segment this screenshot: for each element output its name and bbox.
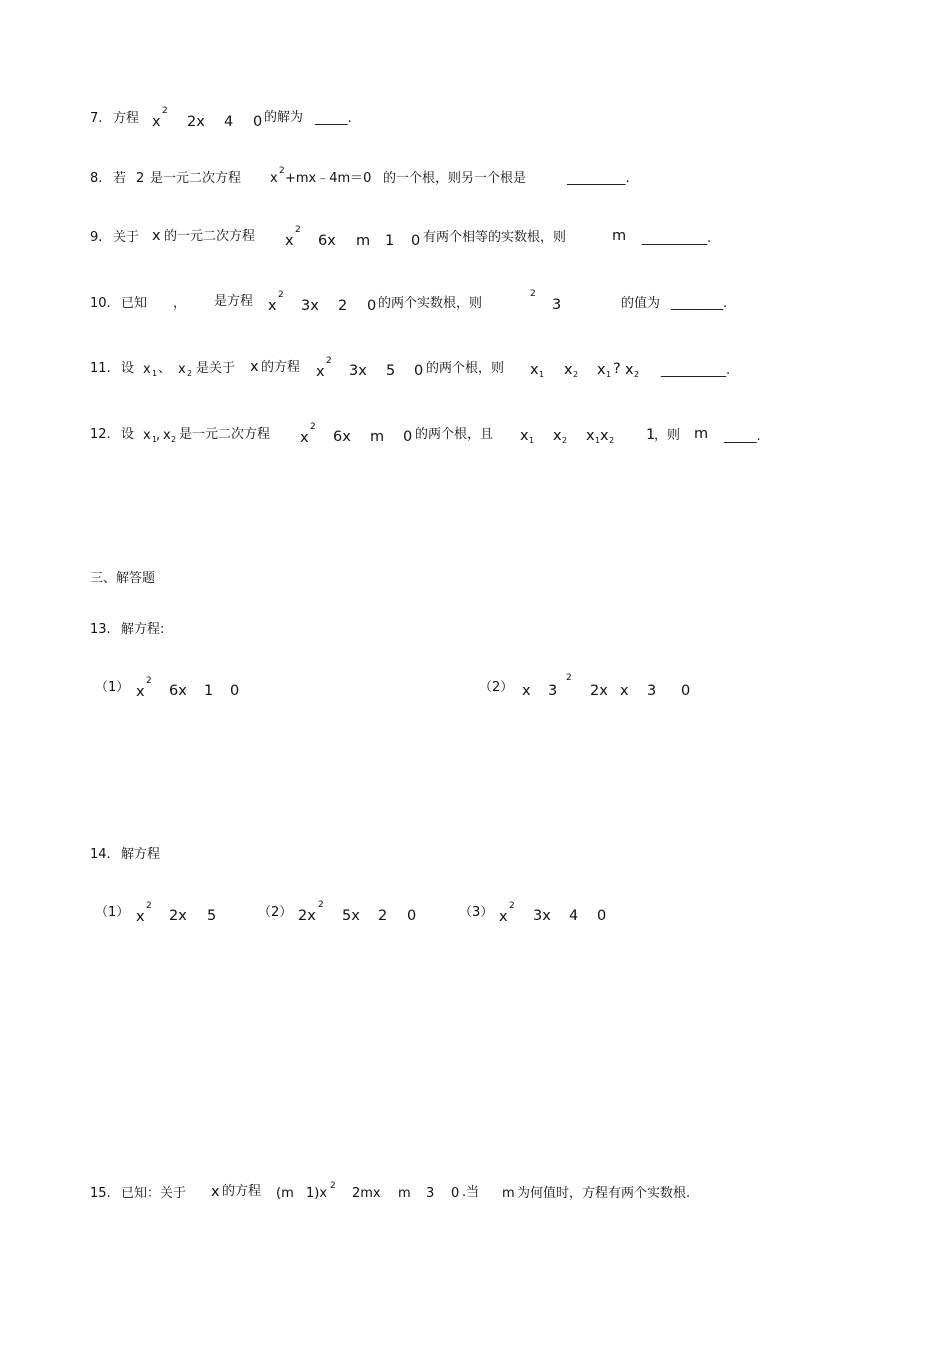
question-text: 的两个根，则 bbox=[426, 361, 505, 376]
math-term: 4 bbox=[569, 908, 579, 924]
math-term: x bbox=[499, 909, 508, 925]
math-term: +mx﹣4m＝0 bbox=[285, 171, 372, 186]
math-term: x bbox=[625, 362, 634, 378]
math-term: m bbox=[694, 426, 709, 442]
math-term: (m bbox=[276, 1186, 294, 1201]
math-term: 0 bbox=[451, 1186, 460, 1201]
answer-blank: __________. bbox=[642, 231, 712, 246]
math-term: 2x bbox=[187, 114, 205, 130]
math-term: x bbox=[152, 228, 161, 244]
math-term: 0 bbox=[681, 683, 691, 699]
math-term: x bbox=[530, 362, 539, 378]
math-term: x bbox=[143, 362, 151, 377]
question-number: 10. bbox=[90, 296, 111, 311]
math-term: m bbox=[370, 429, 385, 445]
math-term: x bbox=[620, 683, 629, 699]
math-superscript: 2 bbox=[566, 673, 572, 683]
sub-question-label: （1） bbox=[95, 905, 130, 920]
question-number: 14. bbox=[90, 847, 111, 862]
math-term: x bbox=[285, 233, 294, 249]
question-text: 解方程 bbox=[121, 847, 161, 862]
math-superscript: 2 bbox=[509, 901, 515, 911]
answer-blank: _____. bbox=[724, 429, 761, 444]
question-text: 的方程 bbox=[261, 360, 301, 375]
math-term: 3x bbox=[533, 908, 551, 924]
math-term: 3 bbox=[552, 297, 562, 313]
question-text: 已知：关于 bbox=[121, 1186, 187, 1201]
math-term: x bbox=[211, 1184, 220, 1200]
math-subscript: 2 bbox=[171, 435, 177, 444]
math-subscript: 1 bbox=[152, 369, 158, 378]
math-term: 0 bbox=[367, 298, 377, 314]
question-text: 是一元二次方程 bbox=[150, 171, 242, 186]
math-term: m bbox=[398, 1186, 411, 1201]
math-subscript: 1 bbox=[595, 436, 601, 445]
math-term: 2mx bbox=[352, 1186, 381, 1201]
math-term: 1 bbox=[204, 683, 214, 699]
math-term: 5 bbox=[207, 908, 217, 924]
section-heading: 三、解答题 bbox=[90, 571, 156, 586]
math-term: 6x bbox=[169, 683, 187, 699]
math-term: m bbox=[612, 228, 627, 244]
math-term: 6x bbox=[318, 233, 336, 249]
question-text: 设 bbox=[121, 427, 135, 442]
question-text: 设 bbox=[121, 361, 135, 376]
answer-blank: _____. bbox=[315, 111, 352, 126]
math-subscript: 2 bbox=[562, 436, 568, 445]
math-term: x bbox=[152, 114, 161, 130]
question-number: 7. bbox=[90, 111, 103, 126]
question-number: 13. bbox=[90, 622, 111, 637]
math-superscript: 2 bbox=[330, 1181, 336, 1191]
math-term: x bbox=[522, 683, 531, 699]
math-term: ? bbox=[613, 361, 621, 377]
math-term: 3 bbox=[426, 1186, 435, 1201]
math-superscript: 2 bbox=[146, 901, 152, 911]
math-term: x bbox=[520, 428, 529, 444]
math-subscript: 1 bbox=[529, 436, 535, 445]
math-subscript: 2 bbox=[609, 436, 615, 445]
math-subscript: 1 bbox=[606, 370, 612, 379]
question-text: 的一个根，则另一个根是 bbox=[383, 171, 527, 186]
sub-question-label: （1） bbox=[95, 680, 130, 695]
math-superscript: 2 bbox=[278, 290, 284, 300]
answer-blank: __________. bbox=[661, 363, 731, 378]
math-term: x bbox=[300, 430, 309, 446]
math-term: 0 bbox=[253, 114, 263, 130]
math-term: 5 bbox=[386, 363, 396, 379]
math-term: 0 bbox=[230, 683, 240, 699]
math-subscript: 1 bbox=[152, 435, 158, 444]
question-text: 的两个实数根，则 bbox=[378, 296, 483, 311]
math-superscript: 2 bbox=[146, 676, 152, 686]
math-subscript: 1 bbox=[539, 370, 545, 379]
question-text: 方程 bbox=[113, 111, 140, 126]
math-term: 2x bbox=[590, 683, 608, 699]
math-term: x bbox=[250, 359, 259, 375]
math-term: 3x bbox=[349, 363, 367, 379]
math-term: 2x bbox=[169, 908, 187, 924]
math-term: 6x bbox=[333, 429, 351, 445]
math-subscript: 2 bbox=[634, 370, 640, 379]
math-term: 1 bbox=[385, 233, 395, 249]
question-text: 、 bbox=[158, 361, 172, 376]
question-number: 8. bbox=[90, 171, 103, 186]
math-superscript: 2 bbox=[530, 289, 536, 299]
math-superscript: 2 bbox=[318, 900, 324, 910]
question-text: ， bbox=[173, 296, 187, 311]
question-text: ，则 bbox=[654, 428, 681, 443]
question-number: 11. bbox=[90, 361, 111, 376]
question-number: 9. bbox=[90, 230, 103, 245]
question-text: 的一元二次方程 bbox=[164, 229, 256, 244]
math-term: x bbox=[136, 684, 145, 700]
question-text: 关于 bbox=[113, 230, 140, 245]
sub-question-label: （2） bbox=[479, 680, 514, 695]
math-term: , bbox=[156, 428, 161, 443]
math-term: x bbox=[316, 364, 325, 380]
math-term: x bbox=[136, 909, 145, 925]
math-term: 5x bbox=[342, 908, 360, 924]
question-text: 2 bbox=[136, 171, 145, 186]
math-term: m bbox=[356, 233, 371, 249]
math-term: m bbox=[502, 1186, 515, 1201]
math-term: x bbox=[586, 428, 595, 444]
math-subscript: 2 bbox=[573, 370, 579, 379]
math-superscript: 2 bbox=[295, 225, 301, 235]
sub-question-label: （3） bbox=[459, 905, 494, 920]
math-term: x bbox=[268, 298, 277, 314]
answer-blank: ________. bbox=[671, 296, 728, 311]
math-term: x bbox=[597, 362, 606, 378]
math-term: 3 bbox=[647, 683, 657, 699]
question-text: 的解为 bbox=[264, 110, 304, 125]
math-superscript: 2 bbox=[279, 166, 285, 176]
math-term: x bbox=[553, 428, 562, 444]
question-text: 是一元二次方程 bbox=[179, 427, 271, 442]
math-term: 3x bbox=[301, 298, 319, 314]
question-text: 若 bbox=[113, 171, 127, 186]
question-text: 是关于 bbox=[196, 361, 236, 376]
math-term: 1 bbox=[646, 427, 656, 443]
math-term: 0 bbox=[411, 233, 421, 249]
math-term: 0 bbox=[403, 429, 413, 445]
question-text: 为何值时，方程有两个实数根. bbox=[517, 1186, 691, 1201]
math-term: 4 bbox=[224, 114, 234, 130]
sub-question-label: （2） bbox=[258, 905, 293, 920]
math-term: 3 bbox=[548, 683, 558, 699]
math-term: 0 bbox=[597, 908, 607, 924]
math-subscript: 2 bbox=[187, 369, 193, 378]
math-superscript: 2 bbox=[326, 356, 332, 366]
math-term: 2 bbox=[338, 298, 348, 314]
math-superscript: 2 bbox=[162, 106, 168, 116]
math-term: x bbox=[600, 428, 609, 444]
math-term: x bbox=[178, 362, 186, 377]
math-term: 2 bbox=[378, 908, 388, 924]
question-text: 是方程 bbox=[214, 294, 254, 309]
math-term: 2x bbox=[298, 908, 316, 924]
question-text: 的方程 bbox=[222, 1184, 262, 1199]
question-text: 已知 bbox=[121, 296, 148, 311]
question-text: 解方程: bbox=[121, 622, 165, 637]
question-text: 的两个根，且 bbox=[415, 427, 494, 442]
question-number: 12. bbox=[90, 427, 111, 442]
question-text: 的值为 bbox=[621, 296, 661, 311]
question-number: 15. bbox=[90, 1186, 111, 1201]
math-term: 1)x bbox=[306, 1186, 328, 1201]
question-text: 有两个相等的实数根，则 bbox=[423, 230, 567, 245]
math-term: x bbox=[564, 362, 573, 378]
question-text: .当 bbox=[462, 1185, 480, 1200]
math-term: 0 bbox=[407, 908, 417, 924]
math-term: x bbox=[163, 428, 171, 443]
math-term: x bbox=[143, 428, 151, 443]
math-superscript: 2 bbox=[310, 422, 316, 432]
math-term: 0 bbox=[414, 363, 424, 379]
math-term: x bbox=[270, 171, 278, 186]
answer-blank: _________. bbox=[567, 171, 630, 186]
